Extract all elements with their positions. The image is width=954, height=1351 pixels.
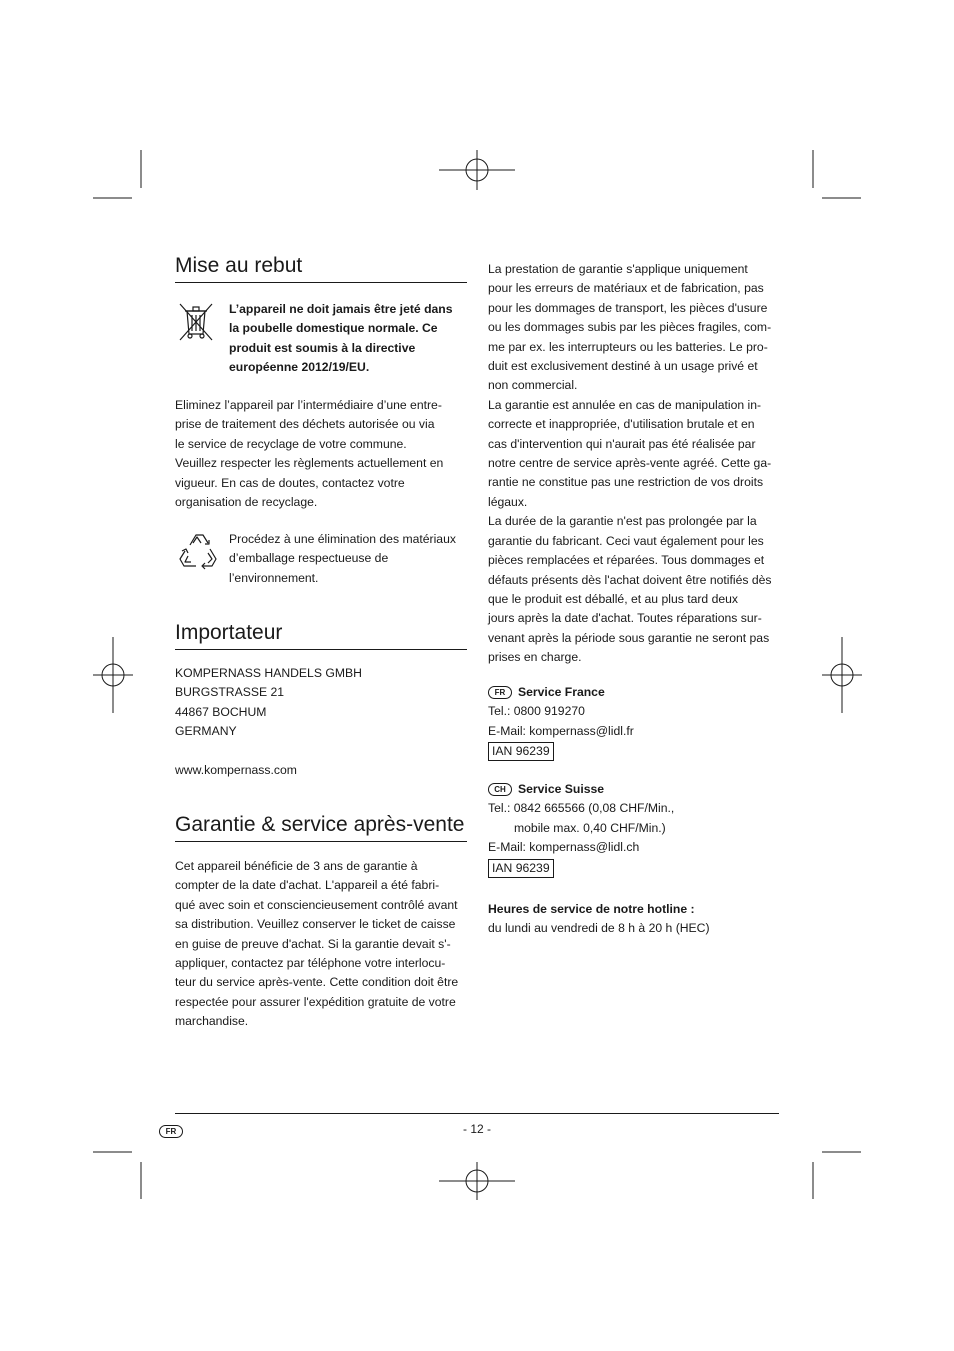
hotline-title: Heures de service de notre hotline : [488,902,695,916]
warning-line: la poubelle domestique normale. Ce [229,321,438,336]
service-france-block [488,683,780,762]
condition-line: que le produit est déballé, et au plus tard deux [488,591,739,606]
service-email[interactable]: E-Mail: kompernass@lidl.ch [488,840,640,855]
condition-line: jours après la date d'achat. Toutes réparations sur- [488,611,762,626]
warning-line: L’appareil ne doit jamais être jeté dans [229,302,453,316]
intro-line: teur du service après-vente. Cette condition doit être [175,975,459,990]
warning-line: européenne 2012/19/EU. [229,360,370,375]
condition-line: cas d'intervention qui n'aurait pas été réalisée par [488,436,756,451]
condition-line: venant après la période sous garantie ne seront pas [488,630,770,645]
recycle-line: l’environnement. [229,570,319,585]
condition-line: légaux. [488,494,528,509]
service-suisse-block [488,780,780,878]
service-phone[interactable]: Tel.: 0800 919270 [488,704,585,719]
recycle-note [229,530,469,588]
warranty-intro [175,857,467,1032]
intro-line: Cet appareil bénéficie de 3 ans de garantie à [175,859,418,873]
importer-section [175,620,467,650]
condition-line: pièces remplacées et réparées. Tous dommages et [488,553,765,568]
intro-line: qué avec soin et consciencieusement contrôlé avant [175,897,458,912]
condition-line: rantie ne constitue pas une restriction de vos droits [488,475,764,490]
intro-line: en guise de preuve d'achat. Si la garantie devait s'- [175,936,451,951]
footer-country-badge [159,1122,189,1140]
condition-line: garantie du fabricant. Ceci vaut également pour les [488,533,764,548]
body-line: vigueur. En cas de doutes, contactez votre [175,475,405,490]
condition-line: La garantie est annulée en cas de manipulation in- [488,397,762,412]
condition-line: La prestation de garantie s'applique uniquement [488,262,748,276]
recycling-arrows-icon [176,531,218,571]
body-line: Veuillez respecter les règlements actuellement en [175,456,444,471]
recycle-line: d’emballage respectueuse de [229,551,389,566]
body-line: prise de traitement des déchets autorisée ou via [175,417,435,432]
recycle-line: Procédez à une élimination des matériaux [229,532,456,546]
condition-line: La durée de la garantie n'est pas prolongée par la [488,514,757,529]
condition-line: pour les erreurs de matériaux et de fabrication, pas [488,281,764,296]
intro-line: appliquer, contactez par téléphone votre interlocu- [175,956,446,971]
importer-address [175,664,467,742]
crossed-out-wheelie-bin-icon [177,302,215,342]
service-phone-mobile: mobile max. 0,40 CHF/Min.) [514,820,666,835]
condition-line: pour les dommages de transport, les pièces d'usure [488,300,768,315]
address-line: BURGSTRASSE 21 [175,685,285,700]
ian-box: IAN 96239 [488,742,554,761]
intro-line: marchandise. [175,1014,249,1029]
intro-line: compter de la date d'achat. L'appareil a été fabri- [175,878,440,893]
condition-line: ou les dommages subis par les pièces fragiles, com- [488,320,772,335]
service-title: Service France [518,685,605,699]
disposal-section [175,253,467,283]
service-phone[interactable]: Tel.: 0842 665566 (0,08 CHF/Min., [488,801,675,816]
warning-line: produit est soumis à la directive [229,340,416,355]
disposal-body [175,396,467,512]
intro-line: respectée pour assurer l'expédition gratuite de votre [175,994,456,1009]
intro-line: sa distribution. Veuillez conserver le ticket de caisse [175,917,456,932]
website-link[interactable]: www.kompernass.com [175,763,297,777]
condition-line: me par ex. les interrupteurs ou les batteries. Le pro- [488,339,768,354]
condition-line: non commercial. [488,378,578,393]
address-line: GERMANY [175,724,237,739]
body-line: le service de recyclage de votre commune. [175,436,407,451]
page-number: - 12 - [462,1122,491,1136]
condition-line: notre centre de service après-vente agréé. Cette ga- [488,456,772,471]
warranty-heading: Garantie & service après-vente [175,812,467,842]
condition-line: duit est exclusivement destiné à un usage privé et [488,359,758,374]
condition-line: prises en charge. [488,650,582,665]
hotline-hours: du lundi au vendredi de 8 h à 20 h (HEC) [488,921,710,936]
disposal-warning [229,300,469,378]
service-email[interactable]: E-Mail: kompernass@lidl.fr [488,723,634,738]
address-line: KOMPERNASS HANDELS GMBH [175,666,362,680]
condition-line: défauts présents dès l'achat doivent être notifiés dès [488,572,772,587]
body-line: organisation de recyclage. [175,495,318,510]
condition-line: correcte et inappropriée, d'utilisation brutale et en [488,417,755,432]
country-badge-fr: FR [159,1125,183,1138]
warranty-conditions [488,260,780,668]
ian-box: IAN 96239 [488,859,554,878]
country-badge-fr: FR [488,686,512,699]
country-badge-ch: CH [488,783,512,796]
footer-divider [175,1113,779,1114]
importer-heading: Importateur [175,620,467,650]
address-line: 44867 BOCHUM [175,704,267,719]
body-line: Eliminez l’appareil par l’intermédiaire d’une entre- [175,398,442,412]
warranty-section [175,812,467,842]
service-title: Service Suisse [518,782,605,796]
disposal-heading: Mise au rebut [175,253,467,283]
importer-website[interactable] [175,761,467,780]
hotline-block [488,900,780,939]
